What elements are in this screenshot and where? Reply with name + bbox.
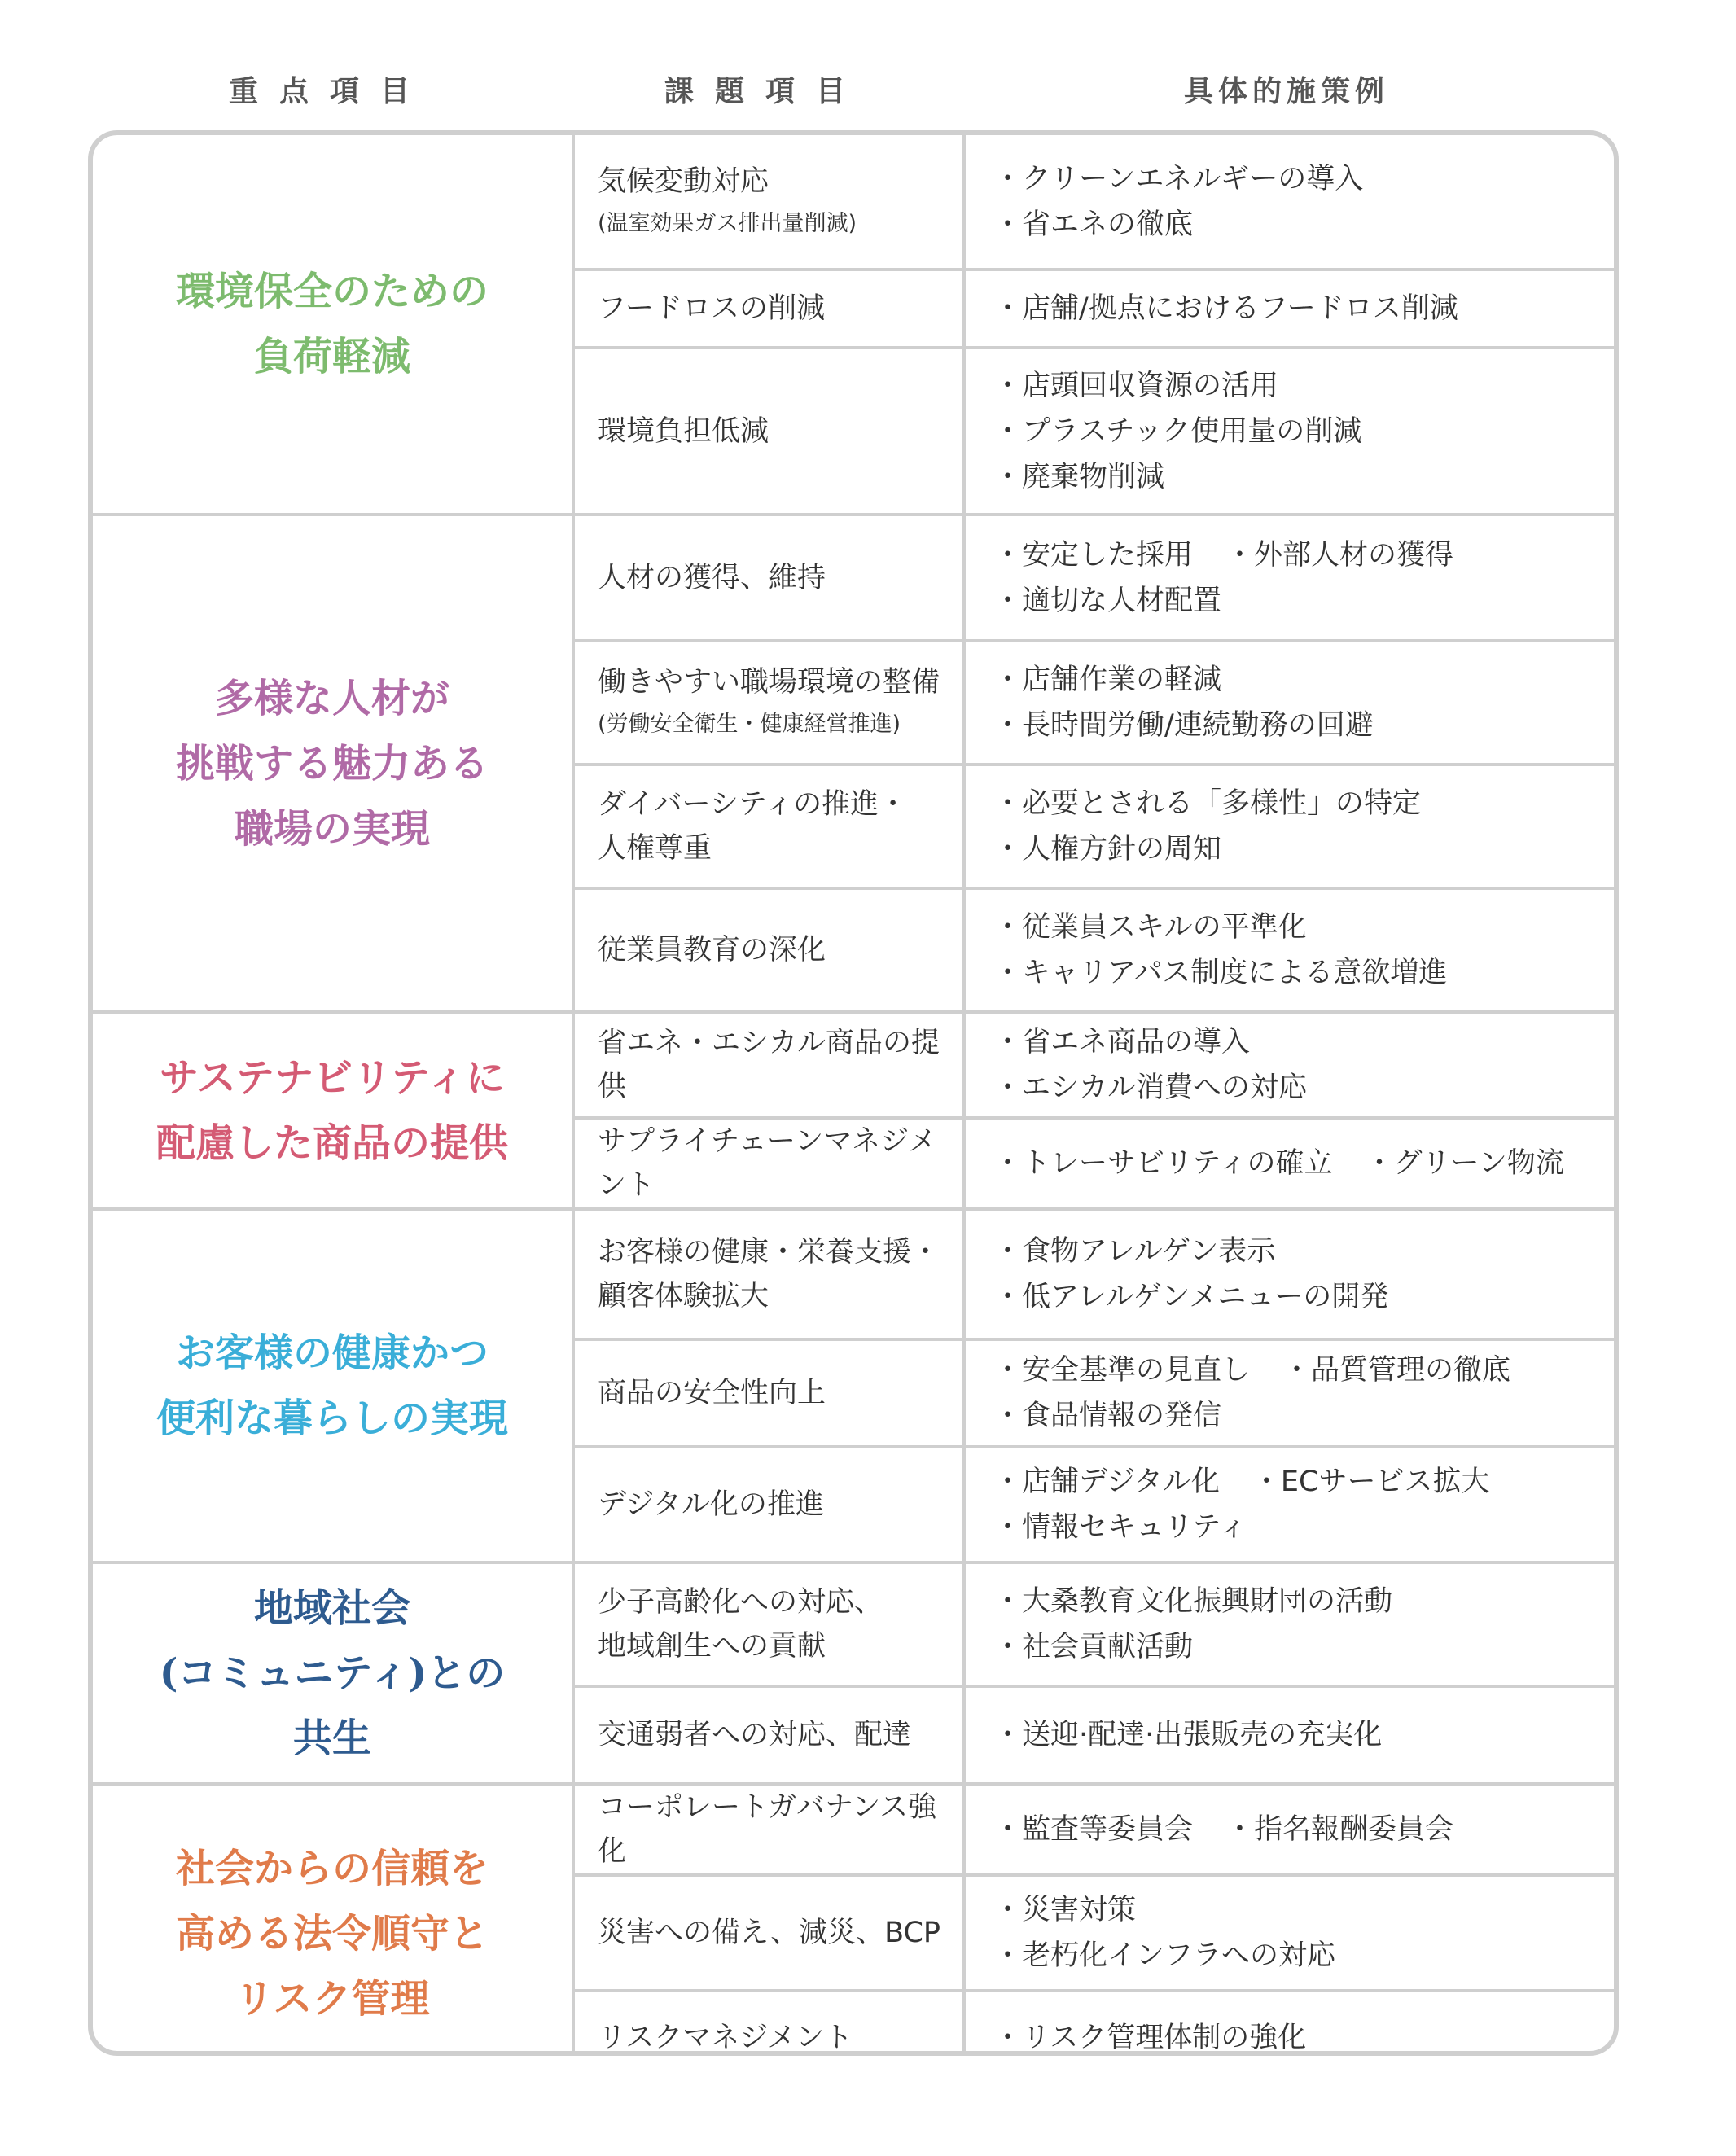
issue-cell: [573, 1012, 964, 1118]
priority-table-frame: [88, 130, 1619, 2056]
issue-subtext: (温室効果ガス排出量削減): [598, 210, 857, 236]
issue-text: 環境負担低減: [598, 414, 769, 448]
issue-text: サプライチェーンマネジメント: [598, 1125, 937, 1202]
priority-table: [93, 135, 1614, 2056]
measure-item: ・災害対策: [993, 1894, 1137, 1926]
measures-cell: [964, 888, 1614, 1012]
header-issue: 課題項目: [664, 75, 866, 108]
measure-item: ・店舗デジタル化: [993, 1466, 1220, 1498]
measures-cell: [964, 1118, 1614, 1209]
issue-text: デジタル化の推進: [598, 1488, 824, 1521]
priority-category-cell: [93, 515, 573, 1012]
priority-category-title-line: 挑戦する魅力ある: [175, 740, 489, 787]
table-row: [93, 1784, 1614, 1875]
measure-line: [993, 578, 1606, 624]
measure-line: [993, 532, 1606, 578]
measure-item: ・リスク管理体制の強化: [993, 2022, 1307, 2054]
measure-line: [993, 1019, 1606, 1065]
measure-item: ・店舗/拠点におけるフードロス削減: [993, 292, 1458, 325]
priority-category-cell: [93, 1784, 573, 2056]
measure-line: [993, 1459, 1606, 1505]
issue-cell: [573, 641, 964, 765]
priority-category-cell: [93, 1562, 573, 1784]
measure-line: [993, 1887, 1606, 1933]
measure-line: [993, 156, 1606, 202]
table-row: [93, 1012, 1614, 1118]
measure-item: ・省エネ商品の導入: [993, 1026, 1251, 1058]
measures-cell: [964, 270, 1614, 348]
measure-item: ・長時間労働/連続勤務の回避: [993, 709, 1374, 742]
measure-item: ・ECサービス拡大: [1252, 1466, 1490, 1498]
measures-cell: [964, 1209, 1614, 1339]
header-measures: 具体的施策例: [1183, 75, 1389, 108]
measure-line: [993, 1393, 1606, 1439]
issue-text: フードロスの削減: [598, 292, 825, 325]
priority-category-title-line: 環境保全のための: [175, 269, 489, 314]
issue-cell: [573, 888, 964, 1012]
measure-item: ・社会貢献活動: [993, 1631, 1194, 1663]
measure-line: [993, 409, 1606, 454]
issue-text: お客様の健康・栄養支援・ 顧客体験拡大: [598, 1236, 940, 1312]
measure-line: [993, 1274, 1606, 1320]
measure-item: ・従業員スキルの平準化: [993, 911, 1307, 944]
measure-item: ・エシカル消費への対応: [993, 1071, 1308, 1104]
issue-text: 少子高齢化への対応、 地域創生への貢献: [598, 1586, 883, 1663]
measures-cell: [964, 1339, 1614, 1447]
issue-cell: [573, 765, 964, 888]
issue-cell: [573, 1875, 964, 1991]
priority-category-title-line: リスク管理: [235, 1976, 430, 2022]
priority-category-title-line: 社会からの信頼を: [175, 1846, 489, 1891]
measure-item: ・品質管理の徹底: [1282, 1354, 1511, 1387]
table-body: [93, 135, 1614, 2056]
issue-cell: [573, 1686, 964, 1784]
header-priority: 重点項目: [228, 75, 431, 108]
measure-item: ・安全基準の見直し: [993, 1354, 1251, 1387]
issue-text: コーポレートガバナンス強化: [598, 1791, 937, 1868]
measures-cell: [964, 765, 1614, 888]
measure-item: ・トレーサビリティの確立: [993, 1147, 1333, 1180]
measure-line: [993, 1712, 1606, 1758]
issue-text: 従業員教育の深化: [598, 934, 826, 966]
measure-line: [993, 1141, 1606, 1186]
measure-item: ・省エネの徹底: [993, 208, 1194, 241]
issue-cell: [573, 1209, 964, 1339]
issue-cell: [573, 270, 964, 348]
issue-cell: [573, 348, 964, 515]
measures-cell: [964, 1562, 1614, 1686]
measure-line: [993, 1229, 1606, 1274]
measure-item: ・安定した採用: [993, 538, 1194, 572]
issue-cell: [573, 1784, 964, 1875]
issue-text: 働きやすい職場環境の整備: [598, 666, 940, 699]
priority-category-title-line: 高める法令順守と: [175, 1911, 489, 1957]
measure-line: [993, 1348, 1606, 1393]
issue-text: 交通弱者への対応、配達: [598, 1719, 912, 1751]
measure-line: [993, 202, 1606, 248]
issue-text: ダイバーシティの推進・ 人権尊重: [598, 788, 908, 865]
priority-category-title-line: 共生: [292, 1716, 371, 1761]
measure-item: ・人権方針の周知: [993, 833, 1222, 865]
issue-text: 災害への備え、減災、BCP: [598, 1917, 941, 1949]
measure-item: ・大桑教育文化振興財団の活動: [993, 1585, 1393, 1618]
table-row: [93, 1562, 1614, 1686]
measures-cell: [964, 1991, 1614, 2056]
measures-cell: [964, 1686, 1614, 1784]
priority-category-cell: [93, 1012, 573, 1209]
measure-item: ・プラスチック使用量の削減: [993, 414, 1362, 448]
measure-line: [993, 826, 1606, 872]
measures-cell: [964, 348, 1614, 515]
measure-item: ・食品情報の発信: [993, 1400, 1222, 1432]
measure-line: [993, 286, 1606, 331]
measure-item: ・送迎·配達·出張販売の充実化: [993, 1719, 1383, 1751]
priority-category-title-line: 地域社会: [253, 1585, 410, 1631]
issue-cell: [573, 515, 964, 641]
measures-cell: [964, 641, 1614, 765]
priority-category-title-line: サステナビリティに: [159, 1055, 506, 1101]
measure-item: ・必要とされる「多様性」の特定: [993, 787, 1422, 820]
issue-text: 気候変動対応: [598, 164, 769, 198]
measures-cell: [964, 1012, 1614, 1118]
measure-item: ・指名報酬委員会: [1225, 1813, 1454, 1846]
priority-category-title-line: 配慮した商品の提供: [156, 1120, 508, 1166]
measure-item: ・キャリアパス制度による意欲増進: [993, 957, 1448, 989]
measure-item: ・情報セキュリティ: [993, 1511, 1247, 1544]
measure-line: [993, 657, 1606, 703]
priority-category-title-line: 便利な暮らしの実現: [156, 1396, 508, 1441]
measure-line: [993, 950, 1606, 996]
priority-category-title-line: お客様の健康かつ: [175, 1330, 489, 1376]
measure-item: ・低アレルゲンメニューの開発: [993, 1281, 1389, 1313]
measure-line: [993, 905, 1606, 950]
measure-item: ・グリーン物流: [1365, 1147, 1564, 1180]
measure-line: [993, 2015, 1606, 2056]
issue-cell: [573, 1447, 964, 1562]
measure-line: [993, 363, 1606, 409]
measure-line: [993, 1065, 1606, 1111]
issue-text: 商品の安全性向上: [598, 1377, 826, 1409]
priority-category-cell: [93, 1209, 573, 1562]
measure-item: ・適切な人材配置: [993, 584, 1222, 617]
issue-cell: [573, 1562, 964, 1686]
issue-cell: [573, 1118, 964, 1209]
table-row: [93, 515, 1614, 641]
priority-category-cell: [93, 135, 573, 515]
measures-cell: [964, 1875, 1614, 1991]
issue-cell: [573, 135, 964, 270]
priority-category-title-line: 負荷軽減: [253, 334, 410, 379]
measure-item: ・監査等委員会: [993, 1813, 1194, 1846]
issue-cell: [573, 1991, 964, 2056]
priority-category-title-line: 職場の実現: [234, 805, 430, 852]
measure-item: ・食物アレルゲン表示: [993, 1235, 1276, 1268]
measure-line: [993, 1624, 1606, 1670]
measure-item: ・廃棄物削減: [993, 460, 1165, 493]
table-row: [93, 135, 1614, 270]
issue-subtext: (労働安全衛生・健康経営推進): [598, 712, 901, 737]
measure-item: ・店頭回収資源の活用: [993, 369, 1279, 402]
measure-item: ・店舗作業の軽減: [993, 664, 1222, 696]
measure-line: [993, 781, 1606, 826]
table-row: [93, 1209, 1614, 1339]
issue-cell: [573, 1339, 964, 1447]
measure-line: [993, 703, 1606, 748]
issue-text: リスクマネジメント: [598, 2022, 853, 2054]
measure-line: [993, 1505, 1606, 1550]
measure-item: ・老朽化インフラへの対応: [993, 1939, 1336, 1972]
measures-cell: [964, 135, 1614, 270]
issue-text: 人材の獲得、維持: [598, 561, 826, 594]
measure-line: [993, 1933, 1606, 1979]
measure-line: [993, 1579, 1606, 1624]
issue-text: 省エネ・エシカル商品の提供: [598, 1027, 940, 1103]
priority-category-title-line: (コミュニティ)との: [159, 1650, 506, 1696]
measures-cell: [964, 1447, 1614, 1562]
measures-cell: [964, 1784, 1614, 1875]
measures-cell: [964, 515, 1614, 641]
measure-item: ・クリーンエネルギーの導入: [993, 162, 1364, 195]
measure-item: ・外部人材の獲得: [1225, 538, 1454, 572]
measure-line: [993, 454, 1606, 500]
priority-category-title-line: 多様な人材が: [214, 675, 449, 721]
measure-line: [993, 1807, 1606, 1852]
